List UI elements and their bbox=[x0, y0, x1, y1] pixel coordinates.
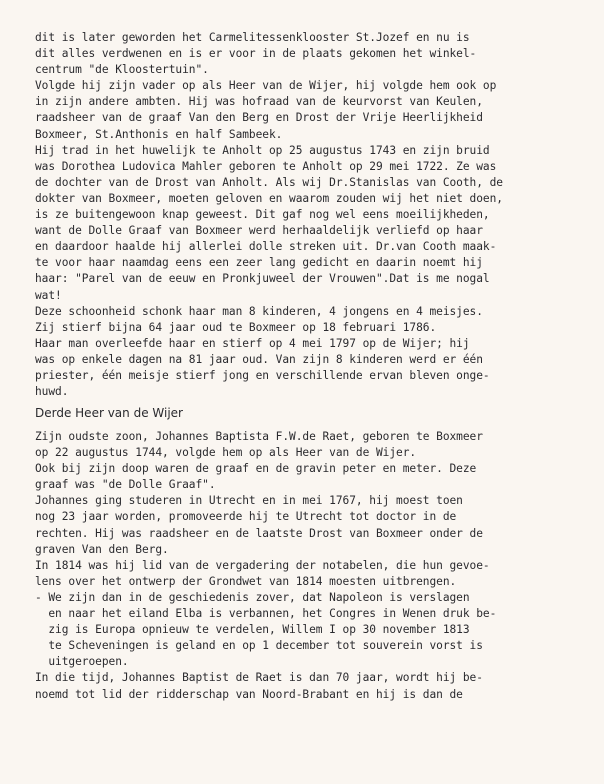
text-block-bottom bbox=[35, 429, 496, 703]
text-line: In 1814 was hij lid van de vergadering der notabelen, die hun gevoe- bbox=[35, 558, 490, 572]
section-heading: Derde Heer van de Wijer bbox=[35, 406, 183, 420]
text-line: Hij trad in het huwelijk te Anholt op 25 augustus 1743 en zijn bruid bbox=[35, 143, 490, 157]
text-line: dokter van Boxmeer, moeten geloven en waarom zouden wij het niet doen, bbox=[35, 191, 503, 205]
text-line: Johannes ging studeren in Utrecht en in mei 1767, hij moest toen bbox=[35, 494, 463, 508]
text-line: want de Dolle Graaf van Boxmeer werd herhaaldelijk verliefd op haar bbox=[35, 224, 483, 238]
text-line: Zijn oudste zoon, Johannes Baptista F.W.de Raet, geboren te Boxmeer bbox=[35, 430, 483, 443]
text-line: was Dorothea Ludovica Mahler geboren te Anholt op 29 mei 1722. Ze was bbox=[35, 159, 497, 173]
text-line: en daardoor haalde hij allerlei dolle streken uit. Dr.van Cooth maak- bbox=[35, 240, 497, 254]
text-line: Ook bij zijn doop waren de graaf en de gravin peter en meter. Deze bbox=[35, 462, 477, 476]
text-line: dit alles verdwenen en is er voor in de plaats gekomen het winkel- bbox=[35, 47, 477, 61]
text-line: en naar het eiland Elba is verbannen, het Congres in Wenen druk be- bbox=[35, 607, 497, 621]
text-line: was op enkele dagen na 81 jaar oud. Van zijn 8 kinderen werd er één bbox=[35, 352, 483, 366]
text-line: Deze schoonheid schonk haar man 8 kinderen, 4 jongens en 4 meisjes. bbox=[35, 304, 483, 318]
text-line: lens over het ontwerp der Grondwet van 1814 moesten uitbrengen. bbox=[35, 574, 457, 588]
text-line: Zij stierf bijna 64 jaar oud te Boxmeer op 18 februari 1786. bbox=[35, 320, 437, 334]
text-line: raadsheer van de graaf Van den Berg en Drost der Vrije Heerlijkheid bbox=[35, 111, 483, 125]
text-line: In die tijd, Johannes Baptist de Raet is dan 70 jaar, wordt hij be- bbox=[35, 671, 483, 685]
text-line: uitgeroepen. bbox=[35, 655, 129, 669]
text-block-top bbox=[35, 30, 503, 400]
text-line: is ze buitengewoon knap geweest. Dit gaf nog wel eens moeilijkheden, bbox=[35, 208, 490, 222]
text-line: Boxmeer, St.Anthonis en half Sambeek. bbox=[35, 127, 283, 141]
text-line: in zijn andere ambten. Hij was hofraad van de keurvorst van Keulen, bbox=[35, 95, 483, 109]
text-line: centrum "de Kloostertuin". bbox=[35, 63, 209, 77]
text-line: rechten. Hij was raadsheer en de laatste Drost van Boxmeer onder de bbox=[35, 526, 483, 540]
text-line: nog 23 jaar worden, promoveerde hij te Utrecht tot doctor in de bbox=[35, 510, 457, 524]
text-line: op 22 augustus 1744, volgde hem op als Heer van de Wijer. bbox=[35, 446, 417, 460]
text-line: - We zijn dan in de geschiedenis zover, dat Napoleon is verslagen bbox=[35, 590, 470, 604]
text-line: graven Van den Berg. bbox=[35, 542, 169, 556]
text-line: de dochter van de Drost van Anholt. Als wij Dr.Stanislas van Cooth, de bbox=[35, 175, 503, 189]
text-line: te voor haar naamdag eens een zeer lang gedicht en daarin noemt hij bbox=[35, 256, 483, 270]
text-line: Volgde hij zijn vader op als Heer van de Wijer, hij volgde hem ook op bbox=[35, 79, 497, 93]
text-line: wat! bbox=[35, 288, 62, 302]
text-line: te Scheveningen is geland en op 1 december tot souverein vorst is bbox=[35, 639, 483, 653]
text-line: Haar man overleefde haar en stierf op 4 mei 1797 op de Wijer; hij bbox=[35, 336, 470, 350]
text-line: zig is Europa opnieuw te verdelen, Willem I op 30 november 1813 bbox=[35, 623, 470, 637]
text-line: haar: "Parel van de eeuw en Pronkjuweel der Vrouwen".Dat is me nogal bbox=[35, 272, 490, 286]
text-line: dit is later geworden het Carmelitessenklooster St.Jozef en nu is bbox=[35, 31, 470, 44]
text-line: huwd. bbox=[35, 385, 69, 399]
text-line: priester, één meisje stierf jong en verschillende ervan bleven onge- bbox=[35, 368, 490, 382]
text-line: noemd tot lid der ridderschap van Noord-Brabant en hij is dan de bbox=[35, 687, 463, 701]
text-line: graaf was "de Dolle Graaf". bbox=[35, 478, 216, 492]
